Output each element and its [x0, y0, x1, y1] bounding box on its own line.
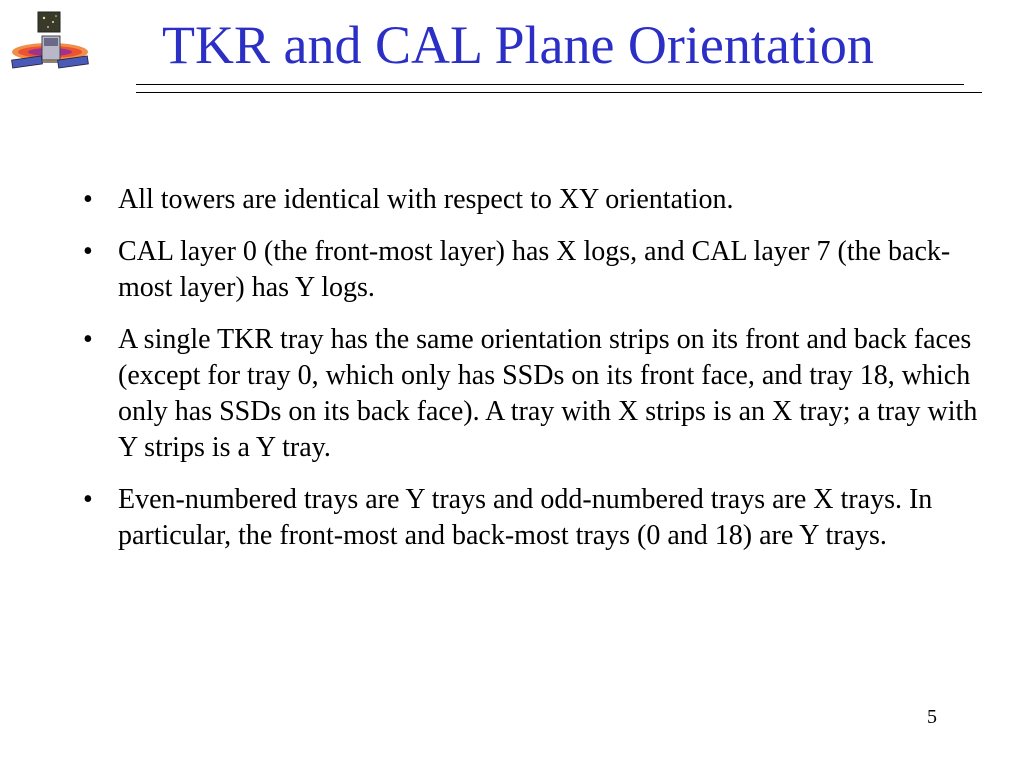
- bullet-item: [72, 322, 984, 466]
- satellite-logo-icon: [6, 8, 100, 80]
- bullet-text: CAL layer 0 (the front-most layer) has X logs, and CAL layer 7 (the back-most layer) has Y logs.: [118, 236, 951, 303]
- title-divider-line-lower: [136, 92, 982, 93]
- bullet-icon: •: [83, 236, 93, 267]
- bullet-icon: •: [83, 484, 93, 515]
- bullet-text: A single TKR tray has the same orientation strips on its front and back faces (except for tray 0, which only has SSDs on its front face, and tray 18, which only has SSDs on its back face). A tray with X strips is an X tray; a tray with Y strips is a Y tray.: [118, 324, 978, 463]
- bullet-text: All towers are identical with respect to XY orientation.: [118, 184, 734, 215]
- bullet-icon: •: [83, 324, 93, 355]
- bullet-list: [72, 182, 984, 570]
- title-divider-line: [136, 84, 964, 85]
- bullet-text: Even-numbered trays are Y trays and odd-numbered trays are X trays. In particular, the front-most and back-most trays (0 and 18) are Y trays.: [118, 484, 933, 551]
- bullet-item: [72, 482, 984, 554]
- bullet-icon: •: [83, 184, 93, 215]
- slide-title: TKR and CAL Plane Orientation: [162, 15, 874, 75]
- bullet-item: [72, 182, 984, 218]
- bullet-item: [72, 234, 984, 306]
- page-number: 5: [927, 706, 937, 728]
